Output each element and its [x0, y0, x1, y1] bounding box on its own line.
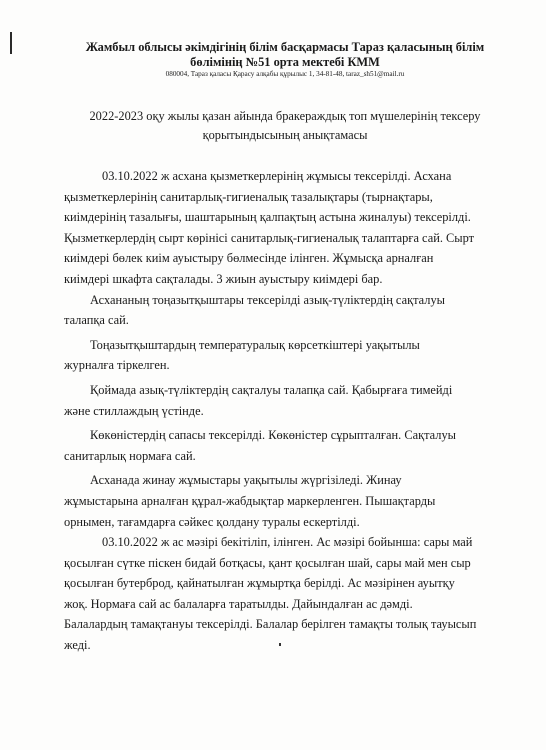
text-line: Көкөністердің сапасы тексерілді. Көкөністер сұрыпталған. Сақталуы	[90, 428, 456, 443]
text-line: Балалардың тамақтануы тексерілді. Балалар берілген тамақты толық тауысып	[64, 617, 477, 632]
text-line: Тоңазытқыштардың температуралық көрсеткіштері уақытылы	[90, 337, 420, 352]
text-line: және стиллаждың үстінде.	[64, 403, 204, 418]
text-line: журналға тіркелген.	[64, 358, 170, 373]
margin-mark	[10, 32, 12, 54]
title-line: 2022-2023 оқу жылы қазан айында бракераждық топ мүшелерінің тексеру	[89, 109, 481, 123]
text-line: Асханада жинау жұмыстары уақытылы жүргізіледі. Жинау	[90, 473, 402, 488]
pen-mark	[279, 643, 281, 646]
document-body	[64, 166, 520, 656]
text-line: киімдерінің тазалығы, шаштарының қалпақтың астына жиналуы) тексерілді.	[64, 210, 471, 225]
text-line: орнымен, тағамдарға сәйкес қолдану туралы ескертілді.	[64, 514, 360, 529]
header-address: 080004, Тараз қаласы Қарасу алқабы құрылыс 1, 34-81-48, taraz_sh51@mail.ru	[165, 70, 405, 78]
text-line: киімдері бөлек киім ауыстыру бөлмесінде ілінген. Жұмысқа арналған	[64, 251, 434, 266]
paragraph-temperature	[64, 335, 520, 376]
text-line: Қызметкерлердің сырт көрінісі санитарлық-гигиеналық талаптарға сай. Сырт	[64, 230, 475, 245]
text-line: талапқа сай.	[64, 313, 129, 328]
document-title	[40, 107, 530, 145]
paragraph-storage	[64, 380, 520, 421]
header-organization-line2: бөлімінің №51 орта мектебі КММ	[190, 55, 380, 69]
paragraph-cleaning	[64, 470, 520, 532]
text-line: санитарлық нормаға сай.	[64, 448, 196, 463]
text-line: киімдері шкафта сақталады. 3 жиын ауыстыру киімдері бар.	[64, 271, 383, 286]
paragraph-refrigerators	[64, 290, 520, 331]
title-line: қорытындысының анықтамасы	[202, 128, 368, 142]
paragraph-vegetables	[64, 425, 520, 466]
text-line: қызметкерлерінің санитарлық-гигиеналық тазалықтары (тырнақтары,	[64, 189, 433, 204]
text-line: Асхананың тоңазытқыштары тексерілді азық-түліктердің сақталуы	[90, 292, 445, 307]
text-line: қосылған сүтке піскен бидай ботқасы, қант қосылған шай, сары май мен сыр	[64, 555, 471, 570]
paragraph-kitchen-staff	[64, 166, 520, 290]
text-line: 03.10.2022 ж ас мәзірі бекітіліп, ілінген. Ас мәзірі бойынша: сары май	[102, 535, 473, 550]
text-line: жеді.	[64, 638, 91, 653]
paragraph-menu	[64, 532, 520, 656]
text-line: 03.10.2022 ж асхана қызметкерлерінің жұмысы тексерілді. Асхана	[102, 169, 452, 183]
header-organization-line1: Жамбыл облысы әкімдігінің білім басқармасы Тараз қаласының білім	[85, 40, 485, 54]
text-line: Қоймада азық-түліктердің сақталуы талапқа сай. Қабырғаға тимейді	[90, 382, 453, 397]
text-line: жұмыстарына арналған құрал-жабдықтар маркерленген. Пышақтарды	[64, 493, 436, 508]
text-line: жоқ. Нормаға сай ас балаларға таратылды. Дайындалған ас дәмді.	[64, 596, 413, 611]
text-line: қосылған бутерброд, қайнатылған жұмыртқа берілді. Ас мәзірінен ауытқу	[64, 576, 455, 591]
